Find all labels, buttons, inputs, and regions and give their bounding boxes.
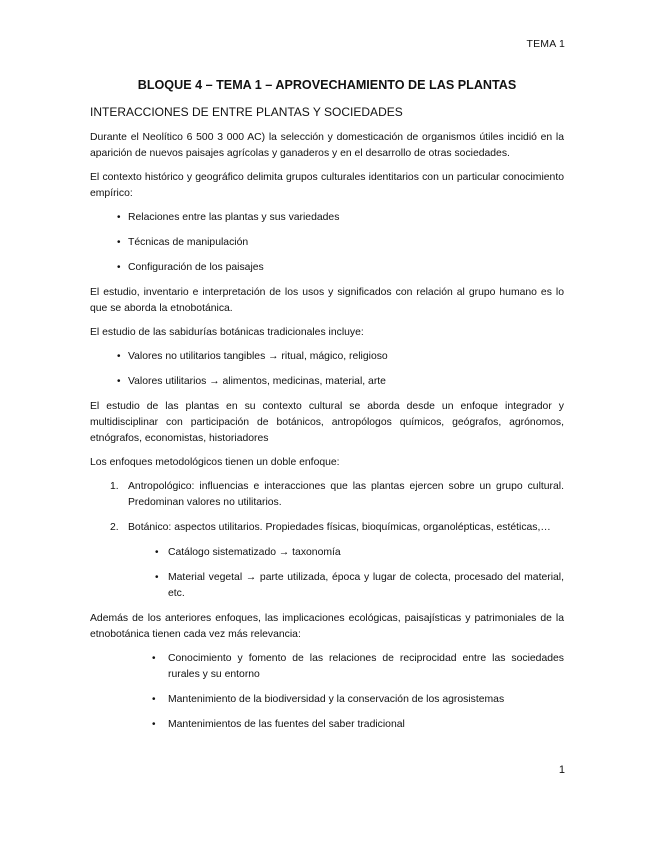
list-item: • Material vegetal → parte utilizada, época y lugar de colecta, procesado del material, etc.	[155, 572, 564, 599]
list-item: • Técnicas de manipulación	[90, 235, 564, 251]
bullet-icon: •	[152, 653, 156, 664]
paragraph-multidisciplinar: El estudio de las plantas en su contexto cultural se aborda desde un enfoque integrador y multidisciplinar con participación de botánicos, antropólogos químicos, geógrafos, agrónomos, etnógrafos, economistas, historiadores	[90, 401, 564, 444]
paragraph-context: El contexto histórico y geográfico delimita grupos culturales identitarios con un particular conocimiento empírico:	[90, 172, 564, 199]
list-number: 2.	[110, 522, 119, 533]
botanic-sublist	[90, 545, 564, 602]
bullet-icon: •	[152, 694, 156, 705]
list-item: • Conocimiento y fomento de las relaciones de reciprocidad entre las sociedades rurales y su entorno	[152, 653, 564, 680]
bullet-icon: •	[117, 376, 121, 387]
bullet-icon: •	[155, 572, 159, 583]
document-body	[90, 76, 564, 742]
list-item: 2. Botánico: aspectos utilitarios. Propiedades físicas, bioquímicas, organolépticas, estéticas,…	[90, 520, 564, 536]
list-item: • Catálogo sistematizado → taxonomía	[90, 545, 564, 561]
values-list	[90, 349, 564, 390]
context-list	[90, 210, 564, 276]
page-header: TEMA 1	[526, 38, 565, 50]
paragraph-implicaciones: Además de los anteriores enfoques, las implicaciones ecológicas, paisajísticas y patrimoniales de la etnobotánica tienen cada vez más relevancia:	[90, 613, 564, 640]
implications-list	[90, 651, 564, 733]
list-item: • Valores no utilitarios tangibles → ritual, mágico, religioso	[90, 349, 564, 365]
document-title: BLOQUE 4 – TEMA 1 – APROVECHAMIENTO DE LAS PLANTAS	[137, 78, 517, 92]
paragraph-neolithic: Durante el Neolítico 6 500 3 000 AC) la selección y domesticación de organismos útiles incidió en la aparición de nuevos paisajes agrícolas y ganaderos y en el desarrollo de otras sociedades.	[90, 132, 564, 159]
page-number: 1	[558, 764, 565, 776]
paragraph-etnobotanica: El estudio, inventario e interpretación de los usos y significados con relación al grupo humano es lo que se aborda la etnobotánica.	[90, 287, 564, 314]
bullet-icon: •	[117, 351, 121, 362]
list-item: • Valores utilitarios → alimentos, medicinas, material, arte	[90, 374, 564, 390]
bullet-icon: •	[117, 262, 121, 273]
list-item: • Mantenimientos de las fuentes del saber tradicional	[90, 717, 564, 733]
list-item: 1. Antropológico: influencias e interacciones que las plantas ejercen sobre un grupo cultural. Predominan valores no utilitarios.	[110, 481, 564, 508]
bullet-icon: •	[155, 547, 159, 558]
paragraph-enfoques: Los enfoques metodológicos tienen un doble enfoque:	[90, 457, 340, 468]
approaches-list	[90, 479, 564, 536]
list-number: 1.	[110, 481, 119, 492]
bullet-icon: •	[152, 719, 156, 730]
list-item: • Configuración de los paisajes	[90, 260, 564, 276]
list-item: • Relaciones entre las plantas y sus variedades	[90, 210, 564, 226]
section-heading: INTERACCIONES DE ENTRE PLANTAS Y SOCIEDADES	[90, 105, 403, 119]
paragraph-sabidurias: El estudio de las sabidurías botánicas tradicionales incluye:	[90, 327, 364, 338]
bullet-icon: •	[117, 237, 121, 248]
list-item: • Mantenimiento de la biodiversidad y la conservación de los agrosistemas	[90, 692, 564, 708]
bullet-icon: •	[117, 212, 121, 223]
